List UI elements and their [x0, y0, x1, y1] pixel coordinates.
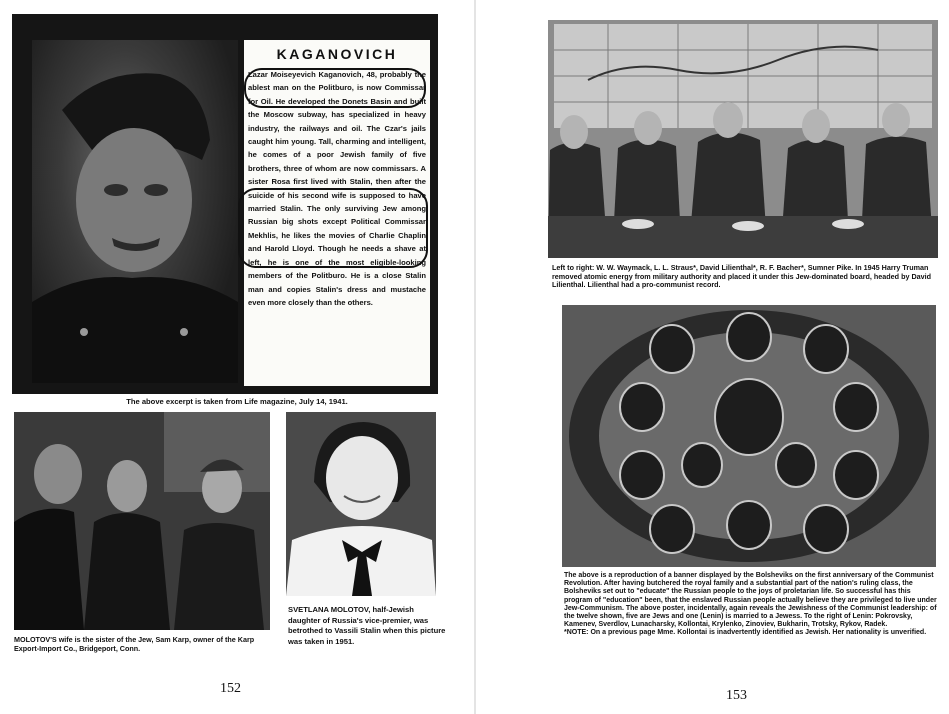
excerpt-caption: The above excerpt is taken from Life magazine, July 14, 1941.	[126, 397, 348, 406]
banner-caption-text: The above is a reproduction of a banner displayed by the Bolsheviks on the first anniversary of the Communist Revolution. After having butchered the royal family and a substantial part of the nation's ruling class, the Bolsheviks set out to "educate" the Russian people to the joys of proletarian life. So successful has this program of "education" been, that the enslaved Russian people actually believe they are privileged to live under Jew-Communism. The above poster, incidentally, again reveals the Jewishness of the Communist leadership: of the twelve shown, five are Jews and one (Lenin) is married to a Jewess. To the right of Lenin: Pokrovsky, Kamenev, Sverdlov, Lunacharsky, Kollontai, Krylenko, Zinoviev, Bukharin, Trotsky, Rykov, Radek.	[564, 572, 937, 629]
banner-caption	[564, 572, 938, 638]
article-title: KAGANOVICH	[276, 46, 398, 62]
page-number: 153	[726, 688, 747, 703]
page-153	[476, 0, 949, 714]
article-body: Lazar Moiseyevich Kaganovich, 48, probably the ablest man on the Politburo, is now Commissar for Oil. He developed the Donets Basin and built the Moscow subway, has specialized in heavy industry, the railways and oil. The Czar's jails caught him young. Tall, charming and intelligent, he comes of a poor Jewish family of five brothers, three of whom are now commissars. A sister Rosa first lived with Stalin, then after the suicide of his second wife is supposed to have married Stalin. The only surviving Jew among Russian big shots except Political Commissar Mekhlis, he likes the movies of Charlie Chaplin and Harold Lloyd. Though he needs a shave at left, he is one of the most eligible-looking members of the Politburo. He is a close Stalin man and copies Stalin's dress and mustache even more closely than the others.	[248, 70, 426, 307]
bolshevik-banner	[562, 305, 936, 567]
highlight-circle	[244, 68, 426, 108]
kaganovich-article	[244, 40, 430, 386]
kaganovich-portrait	[32, 40, 238, 383]
page-number: 152	[220, 681, 241, 696]
page-152	[0, 0, 474, 714]
highlight-circle	[238, 188, 428, 268]
molotov-group-photo	[14, 412, 270, 630]
kaganovich-clipping	[12, 14, 438, 394]
svetlana-caption: SVETLANA MOLOTOV, half-Jewish daughter of Russia's vice-premier, was betrothed to Vassili Stalin when this picture was taken in 1951.	[288, 605, 446, 646]
board-caption: Left to right: W. W. Waymack, L. L. Straus*, David Lilienthal*, R. F. Bacher*, Sumner Pike. In 1945 Harry Truman removed atomic energy from military authority and placed it under this Jew-dominated board, headed by David Lilienthal. Lilienthal had a pro-communist record.	[552, 263, 932, 290]
svetlana-portrait	[286, 412, 436, 596]
atomic-energy-board-photo	[548, 20, 938, 258]
molotov-caption: MOLOTOV'S wife is the sister of the Jew, Sam Karp, owner of the Karp Export-Import Co., Bridgeport, Conn.	[14, 635, 255, 653]
banner-note: *NOTE: On a previous page Mme. Kollontai is inadvertently identified as Jewish. Her nationality is unverified.	[564, 629, 927, 637]
